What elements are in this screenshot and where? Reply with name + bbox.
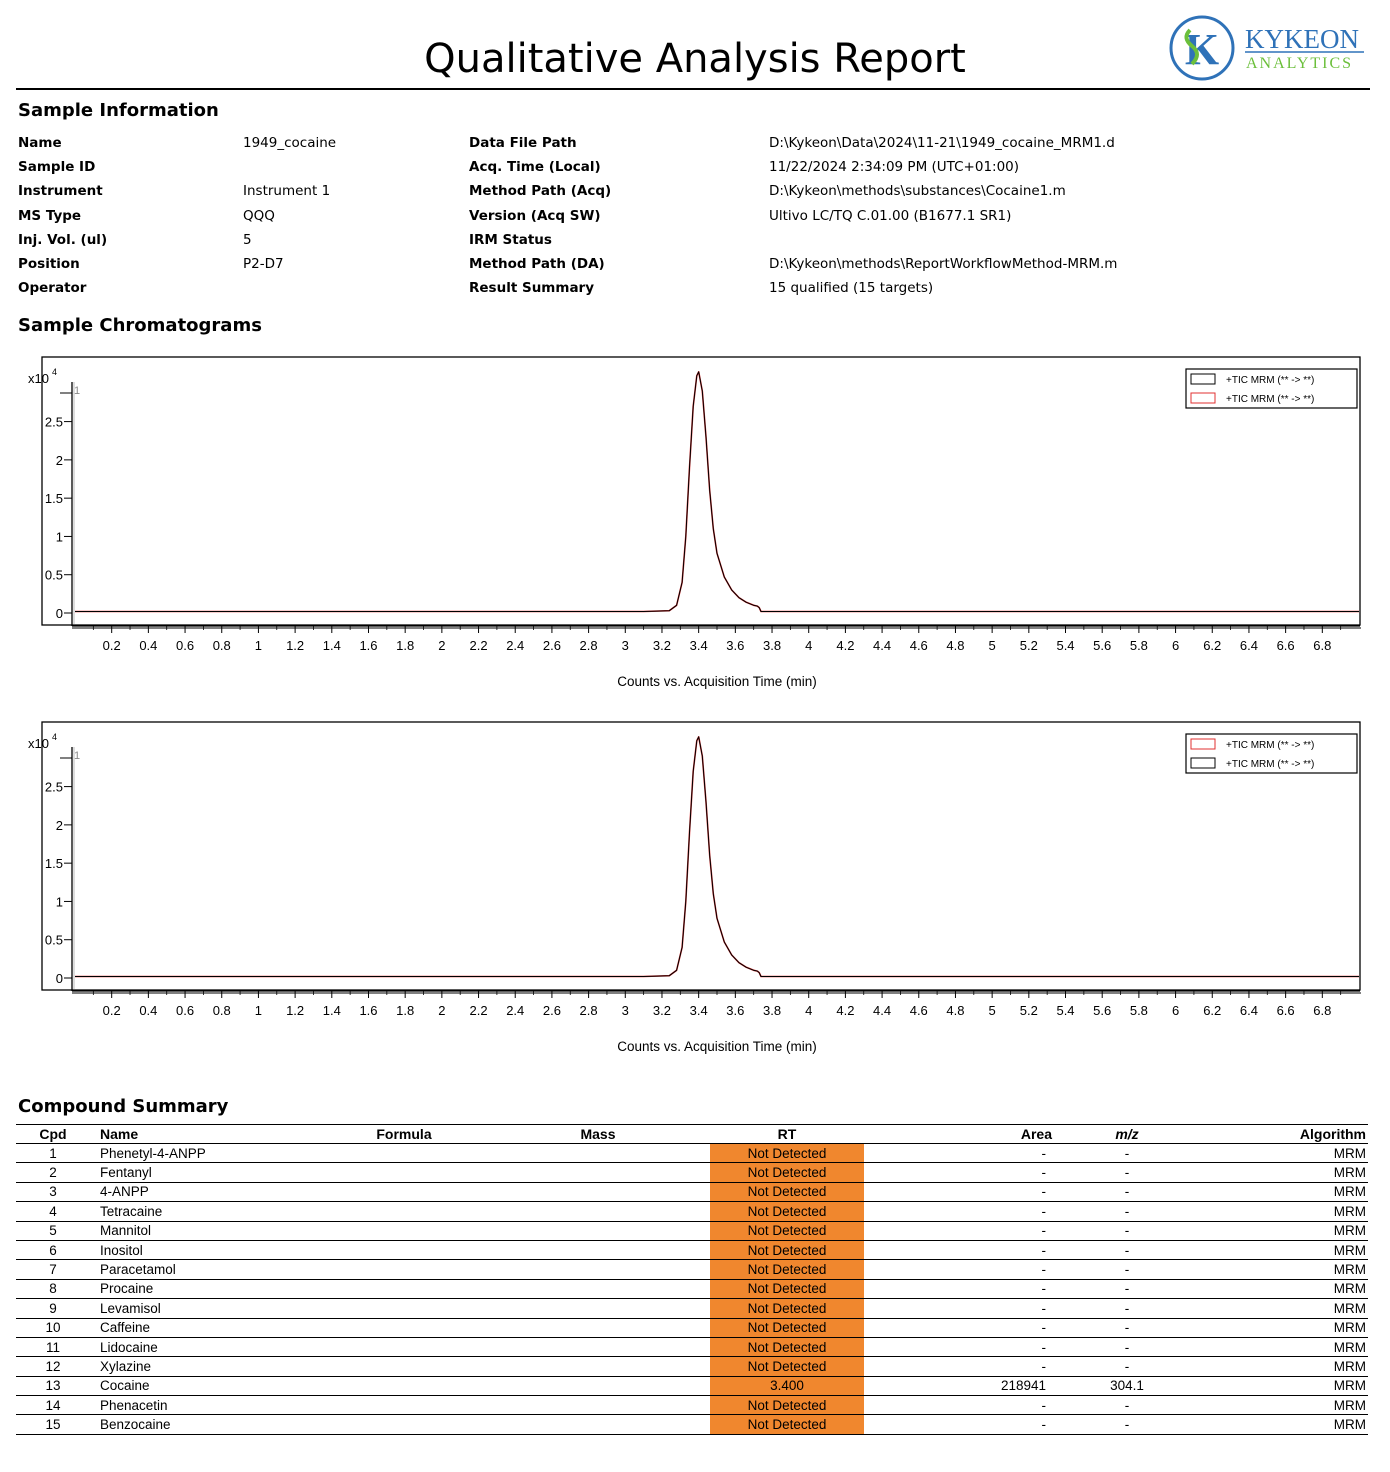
x-tick-label: 3.2 — [652, 638, 672, 653]
cell-mz: - — [1080, 1144, 1174, 1163]
legend-label: +TIC MRM (** -> **) — [1226, 759, 1315, 770]
x-tick-label: 5.6 — [1093, 1003, 1112, 1018]
x-tick-label: 4.4 — [873, 638, 892, 653]
cell-formula — [322, 1299, 486, 1318]
x-tick-label: 6.4 — [1239, 1003, 1258, 1018]
cell-cpd: 10 — [16, 1318, 90, 1337]
x-tick-label: 6.4 — [1239, 638, 1258, 653]
info-label: MS Type — [18, 207, 82, 224]
cell-formula — [322, 1163, 486, 1182]
cell-rt: Not Detected — [710, 1144, 864, 1163]
cell-name: Mannitol — [90, 1221, 322, 1240]
cell-algorithm: MRM — [1174, 1415, 1368, 1434]
table-row — [16, 1144, 1368, 1163]
x-tick-label: 1.2 — [286, 638, 305, 653]
cell-mz: - — [1080, 1221, 1174, 1240]
cell-cpd: 7 — [16, 1260, 90, 1279]
cell-mz: - — [1080, 1318, 1174, 1337]
x-tick-label: 6 — [1171, 1003, 1180, 1018]
cell-name: Caffeine — [90, 1318, 322, 1337]
x-tick-label: 6.8 — [1313, 1003, 1332, 1018]
info-value: Ultivo LC/TQ C.01.00 (B1677.1 SR1) — [769, 207, 1012, 224]
cell-mz: - — [1080, 1163, 1174, 1182]
company-logo — [1168, 12, 1368, 84]
col-name: Name — [90, 1125, 322, 1144]
x-tick-label: 2.6 — [542, 1003, 561, 1018]
x-tick-label: 0.6 — [176, 638, 195, 653]
svg-text:K: K — [1184, 25, 1220, 74]
x-tick-label: 1 — [254, 1003, 263, 1018]
x-tick-label: 4.6 — [909, 638, 928, 653]
table-row — [16, 1376, 1368, 1395]
legend-label: +TIC MRM (** -> **) — [1226, 740, 1315, 751]
x-tick-label: 0.8 — [212, 638, 231, 653]
y-tick-label: 0 — [55, 606, 63, 621]
cell-formula — [322, 1240, 486, 1259]
chromatogram-chart-2 — [14, 717, 1366, 1057]
cell-formula — [322, 1144, 486, 1163]
cell-algorithm: MRM — [1174, 1396, 1368, 1415]
y-tick-label: 1 — [55, 529, 63, 545]
legend-swatch — [1191, 758, 1215, 768]
info-label: Acq. Time (Local) — [469, 159, 601, 176]
x-tick-label: 2.2 — [469, 1003, 488, 1018]
cell-formula — [322, 1318, 486, 1337]
cell-mz: - — [1080, 1337, 1174, 1356]
cell-mass — [486, 1202, 710, 1221]
cell-rt: Not Detected — [710, 1396, 864, 1415]
series-line — [75, 737, 1359, 977]
cell-cpd: 6 — [16, 1240, 90, 1259]
cell-cpd: 9 — [16, 1299, 90, 1318]
cell-algorithm: MRM — [1174, 1318, 1368, 1337]
x-axis-label: Counts vs. Acquisition Time (min) — [617, 674, 817, 689]
cell-name: Inositol — [90, 1240, 322, 1259]
x-tick-label: 0.4 — [139, 1003, 158, 1018]
info-value: QQQ — [243, 207, 275, 224]
cell-algorithm: MRM — [1174, 1144, 1368, 1163]
cell-cpd: 11 — [16, 1337, 90, 1356]
info-label: Inj. Vol. (ul) — [18, 231, 108, 248]
table-row — [16, 1240, 1368, 1259]
series-line — [75, 372, 1359, 612]
cell-rt: Not Detected — [710, 1299, 864, 1318]
cell-algorithm: MRM — [1174, 1337, 1368, 1356]
info-label: Position — [18, 255, 80, 272]
info-label: Operator — [18, 280, 87, 297]
sample-info-right-labels — [469, 131, 759, 300]
x-axis-label: Counts vs. Acquisition Time (min) — [617, 1039, 817, 1054]
cell-mass — [486, 1221, 710, 1240]
cell-cpd: 2 — [16, 1163, 90, 1182]
table-row — [16, 1318, 1368, 1337]
y-tick-label: 1.5 — [44, 856, 63, 872]
cell-mass — [486, 1163, 710, 1182]
cell-mass — [486, 1299, 710, 1318]
cell-formula — [322, 1221, 486, 1240]
col-cpd: Cpd — [16, 1125, 90, 1144]
cell-name: Tetracaine — [90, 1202, 322, 1221]
cell-mass — [486, 1396, 710, 1415]
x-tick-label: 1 — [254, 638, 263, 653]
report-title: Qualitative Analysis Report — [424, 36, 966, 82]
cell-mass — [486, 1240, 710, 1259]
table-row — [16, 1415, 1368, 1434]
cell-algorithm: MRM — [1174, 1260, 1368, 1279]
x-tick-label: 6.6 — [1276, 638, 1295, 653]
title-divider — [16, 88, 1370, 90]
x-tick-label: 2.8 — [579, 1003, 598, 1018]
info-label: Version (Acq SW) — [469, 207, 601, 224]
x-tick-label: 3.6 — [726, 638, 745, 653]
cell-area: - — [864, 1221, 1080, 1240]
cell-cpd: 5 — [16, 1221, 90, 1240]
cell-cpd: 12 — [16, 1357, 90, 1376]
x-tick-label: 1.2 — [286, 1003, 305, 1018]
x-tick-label: 4.2 — [836, 638, 855, 653]
cell-area: 218941 — [864, 1376, 1080, 1395]
x-tick-label: 3.2 — [652, 1003, 672, 1018]
cell-rt: Not Detected — [710, 1202, 864, 1221]
x-tick-label: 2.6 — [542, 638, 561, 653]
x-tick-label: 3.6 — [726, 1003, 745, 1018]
cell-cpd: 13 — [16, 1376, 90, 1395]
cell-mz: 304.1 — [1080, 1376, 1174, 1395]
x-tick-label: 5 — [988, 1003, 996, 1018]
y-multiplier-label: x10 — [28, 371, 49, 386]
info-label: Result Summary — [469, 280, 595, 297]
info-value: 15 qualified (15 targets) — [769, 280, 934, 297]
cell-name: 4-ANPP — [90, 1182, 322, 1201]
y-multiplier-label: x10 — [28, 736, 49, 751]
table-row — [16, 1337, 1368, 1356]
x-tick-label: 2.2 — [469, 638, 488, 653]
info-value — [243, 276, 463, 300]
cell-rt: Not Detected — [710, 1318, 864, 1337]
series-line — [75, 372, 1359, 612]
cell-formula — [322, 1202, 486, 1221]
table-row — [16, 1299, 1368, 1318]
cell-mass — [486, 1279, 710, 1298]
cell-area: - — [864, 1318, 1080, 1337]
table-row — [16, 1357, 1368, 1376]
legend-swatch — [1191, 393, 1215, 403]
cell-formula — [322, 1337, 486, 1356]
cell-name: Phenacetin — [90, 1396, 322, 1415]
cell-area: - — [864, 1260, 1080, 1279]
cell-mass — [486, 1376, 710, 1395]
sample-info-left-values — [243, 131, 463, 300]
chromatogram-1-svg — [14, 352, 1366, 692]
x-tick-label: 2.4 — [506, 638, 525, 653]
cell-cpd: 8 — [16, 1279, 90, 1298]
x-tick-label: 6.2 — [1203, 638, 1222, 653]
x-tick-label: 4 — [805, 1003, 813, 1018]
info-value: 5 — [243, 231, 252, 248]
cell-name: Levamisol — [90, 1299, 322, 1318]
cell-mz: - — [1080, 1260, 1174, 1279]
cell-algorithm: MRM — [1174, 1202, 1368, 1221]
x-tick-label: 2.8 — [579, 638, 598, 653]
cell-name: Phenetyl-4-ANPP — [90, 1144, 322, 1163]
y-tick-label: 2 — [55, 452, 63, 468]
cell-formula — [322, 1357, 486, 1376]
cell-algorithm: MRM — [1174, 1163, 1368, 1182]
chromatograms-heading: Sample Chromatograms — [18, 315, 262, 336]
cell-rt: Not Detected — [710, 1163, 864, 1182]
x-tick-label: 1.4 — [322, 1003, 341, 1018]
x-tick-label: 0.2 — [102, 638, 121, 653]
info-value: D:\Kykeon\methods\substances\Cocaine1.m — [769, 183, 1066, 200]
cell-cpd: 15 — [16, 1415, 90, 1434]
cell-cpd: 3 — [16, 1182, 90, 1201]
cell-formula — [322, 1396, 486, 1415]
trace-marker: 1 — [74, 750, 81, 762]
cell-rt: Not Detected — [710, 1415, 864, 1434]
col-mz: m/z — [1080, 1125, 1174, 1144]
table-row — [16, 1260, 1368, 1279]
info-value: 1949_cocaine — [243, 135, 337, 151]
x-tick-label: 4 — [805, 638, 813, 653]
cell-algorithm: MRM — [1174, 1182, 1368, 1201]
y-exponent-label: 4 — [52, 732, 58, 742]
sample-info-left-labels — [18, 131, 238, 300]
cell-mz: - — [1080, 1240, 1174, 1259]
plot-frame — [42, 722, 1360, 990]
cell-name: Lidocaine — [90, 1337, 322, 1356]
info-label: Sample ID — [18, 159, 96, 176]
x-tick-label: 3.8 — [762, 638, 782, 653]
cell-rt: Not Detected — [710, 1182, 864, 1201]
x-tick-label: 5.4 — [1056, 638, 1075, 653]
cell-rt: Not Detected — [710, 1357, 864, 1376]
cell-algorithm: MRM — [1174, 1221, 1368, 1240]
cell-mass — [486, 1182, 710, 1201]
cell-area: - — [864, 1202, 1080, 1221]
cell-formula — [322, 1376, 486, 1395]
logo-name-line1: KYKEON — [1245, 24, 1359, 54]
x-tick-label: 6.6 — [1276, 1003, 1295, 1018]
sample-info-heading: Sample Information — [18, 100, 219, 121]
x-tick-label: 6 — [1171, 638, 1180, 653]
info-label: Instrument — [18, 183, 103, 200]
x-tick-label: 1.8 — [396, 1003, 415, 1018]
table-header-row — [16, 1125, 1368, 1144]
table-row — [16, 1202, 1368, 1221]
table-row — [16, 1182, 1368, 1201]
cell-name: Benzocaine — [90, 1415, 322, 1434]
info-value: Instrument 1 — [243, 183, 331, 200]
y-tick-label: 0.5 — [44, 932, 63, 948]
y-tick-label: 0 — [55, 971, 63, 986]
legend-label: +TIC MRM (** -> **) — [1226, 394, 1315, 405]
x-tick-label: 1.8 — [396, 638, 415, 653]
cell-area: - — [864, 1337, 1080, 1356]
cell-formula — [322, 1182, 486, 1201]
col-area: Area — [864, 1125, 1080, 1144]
x-tick-label: 6.2 — [1203, 1003, 1222, 1018]
y-tick-label: 1 — [55, 894, 63, 910]
cell-area: - — [864, 1396, 1080, 1415]
x-tick-label: 3 — [621, 1003, 629, 1018]
y-tick-label: 2.5 — [44, 779, 63, 795]
chromatogram-chart-1 — [14, 352, 1366, 692]
info-value: D:\Kykeon\Data\2024\11-21\1949_cocaine_MRM1.d — [769, 135, 1115, 151]
cell-area: - — [864, 1279, 1080, 1298]
x-tick-label: 5.6 — [1093, 638, 1112, 653]
cell-name: Xylazine — [90, 1357, 322, 1376]
info-label: Name — [18, 135, 62, 151]
x-tick-label: 4.8 — [946, 1003, 965, 1018]
table-row — [16, 1163, 1368, 1182]
legend-swatch — [1191, 739, 1215, 749]
cell-mz: - — [1080, 1396, 1174, 1415]
x-tick-label: 3 — [621, 638, 629, 653]
logo-name-line2: ANALYTICS — [1246, 55, 1354, 72]
cell-formula — [322, 1279, 486, 1298]
cell-area: - — [864, 1415, 1080, 1434]
cell-cpd: 14 — [16, 1396, 90, 1415]
cell-area: - — [864, 1144, 1080, 1163]
cell-mass — [486, 1357, 710, 1376]
cell-mass — [486, 1144, 710, 1163]
cell-name: Paracetamol — [90, 1260, 322, 1279]
cell-mz: - — [1080, 1415, 1174, 1434]
cell-algorithm: MRM — [1174, 1279, 1368, 1298]
x-tick-label: 4.8 — [946, 638, 965, 653]
info-value: 11/22/2024 2:34:09 PM (UTC+01:00) — [769, 159, 1020, 176]
x-tick-label: 2 — [438, 638, 446, 653]
compound-summary-heading: Compound Summary — [18, 1096, 229, 1117]
cell-mz: - — [1080, 1182, 1174, 1201]
cell-formula — [322, 1415, 486, 1434]
cell-rt: Not Detected — [710, 1260, 864, 1279]
cell-rt: Not Detected — [710, 1221, 864, 1240]
cell-area: - — [864, 1240, 1080, 1259]
trace-marker: 1 — [74, 385, 81, 397]
x-tick-label: 5.4 — [1056, 1003, 1075, 1018]
cell-mz: - — [1080, 1357, 1174, 1376]
info-value: D:\Kykeon\methods\ReportWorkflowMethod-MRM.m — [769, 255, 1118, 272]
info-value — [769, 228, 1369, 252]
series-line — [75, 737, 1359, 977]
y-tick-label: 0.5 — [44, 567, 63, 583]
cell-name: Procaine — [90, 1279, 322, 1298]
info-label: IRM Status — [469, 231, 552, 248]
table-row — [16, 1221, 1368, 1240]
cell-algorithm: MRM — [1174, 1357, 1368, 1376]
sample-info-right-values — [769, 131, 1369, 300]
x-tick-label: 1.6 — [359, 1003, 378, 1018]
cell-area: - — [864, 1299, 1080, 1318]
legend-swatch — [1191, 374, 1215, 384]
cell-name: Cocaine — [90, 1376, 322, 1395]
cell-formula — [322, 1260, 486, 1279]
y-tick-label: 1.5 — [44, 491, 63, 507]
col-algorithm: Algorithm — [1174, 1125, 1368, 1144]
x-tick-label: 5.8 — [1129, 638, 1148, 653]
cell-cpd: 4 — [16, 1202, 90, 1221]
x-tick-label: 4.2 — [836, 1003, 855, 1018]
x-tick-label: 5.2 — [1019, 638, 1038, 653]
cell-algorithm: MRM — [1174, 1376, 1368, 1395]
cell-rt: Not Detected — [710, 1337, 864, 1356]
col-formula: Formula — [322, 1125, 486, 1144]
x-tick-label: 5 — [988, 638, 996, 653]
cell-name: Fentanyl — [90, 1163, 322, 1182]
legend-label: +TIC MRM (** -> **) — [1226, 375, 1315, 386]
x-tick-label: 6.8 — [1313, 638, 1332, 653]
x-tick-label: 2 — [438, 1003, 446, 1018]
x-tick-label: 1.6 — [359, 638, 378, 653]
x-tick-label: 0.6 — [176, 1003, 195, 1018]
chromatogram-2-svg — [14, 717, 1366, 1057]
x-tick-label: 3.4 — [689, 1003, 708, 1018]
compound-summary-table — [16, 1124, 1368, 1435]
cell-area: - — [864, 1182, 1080, 1201]
cell-algorithm: MRM — [1174, 1299, 1368, 1318]
cell-mass — [486, 1318, 710, 1337]
info-value: P2-D7 — [243, 255, 284, 272]
col-mass: Mass — [486, 1125, 710, 1144]
x-tick-label: 3.4 — [689, 638, 708, 653]
info-label: Method Path (DA) — [469, 255, 605, 272]
cell-mass — [486, 1415, 710, 1434]
cell-mz: - — [1080, 1279, 1174, 1298]
cell-cpd: 1 — [16, 1144, 90, 1163]
x-tick-label: 2.4 — [506, 1003, 525, 1018]
x-tick-label: 5.8 — [1129, 1003, 1148, 1018]
cell-algorithm: MRM — [1174, 1240, 1368, 1259]
x-tick-label: 0.2 — [102, 1003, 121, 1018]
x-tick-label: 0.8 — [212, 1003, 231, 1018]
cell-mz: - — [1080, 1299, 1174, 1318]
x-tick-label: 0.4 — [139, 638, 158, 653]
x-tick-label: 5.2 — [1019, 1003, 1038, 1018]
cell-mass — [486, 1260, 710, 1279]
cell-mz: - — [1080, 1202, 1174, 1221]
x-tick-label: 4.6 — [909, 1003, 928, 1018]
cell-rt: 3.400 — [710, 1376, 864, 1395]
cell-rt: Not Detected — [710, 1240, 864, 1259]
y-exponent-label: 4 — [52, 367, 58, 377]
y-tick-label: 2 — [55, 817, 63, 833]
plot-frame — [42, 357, 1360, 625]
x-tick-label: 1.4 — [322, 638, 341, 653]
cell-area: - — [864, 1163, 1080, 1182]
x-tick-label: 4.4 — [873, 1003, 892, 1018]
info-value — [243, 155, 463, 179]
info-label: Data File Path — [469, 135, 577, 151]
cell-rt: Not Detected — [710, 1279, 864, 1298]
col-rt: RT — [710, 1125, 864, 1144]
x-tick-label: 3.8 — [762, 1003, 782, 1018]
cell-mass — [486, 1337, 710, 1356]
table-row — [16, 1279, 1368, 1298]
y-tick-label: 2.5 — [44, 414, 63, 430]
table-row — [16, 1396, 1368, 1415]
cell-area: - — [864, 1357, 1080, 1376]
info-label: Method Path (Acq) — [469, 183, 612, 200]
